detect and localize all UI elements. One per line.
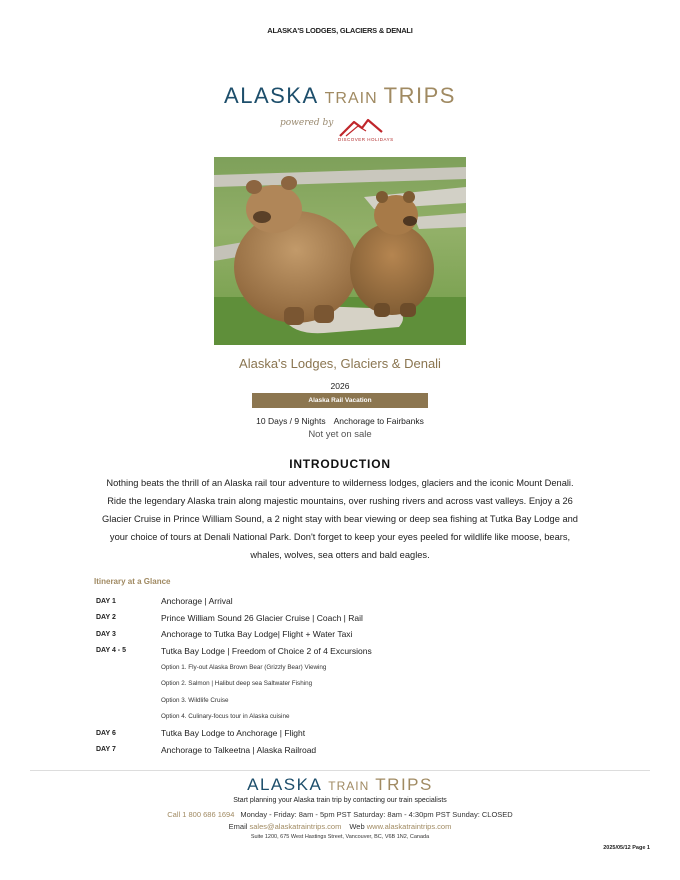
itinerary-day: DAY 4 - 5 [96,647,126,655]
trip-title: Alaska's Lodges, Glaciers & Denali [239,356,441,371]
partner-brand-text: DISCOVER HOLIDAYS [338,137,394,142]
itinerary-desc: Anchorage to Talkeetna | Alaska Railroad [161,744,317,755]
itinerary-row [96,626,596,643]
itinerary-option [96,709,596,726]
footer-divider [30,770,650,771]
itinerary-day: DAY 6 [96,729,116,737]
trip-duration: 10 Days / 9 Nights [256,416,326,426]
brand-word-trips: TRIPS [383,83,456,108]
itinerary-desc: Anchorage to Tutka Bay Lodge| Flight + Water Taxi [161,629,353,640]
itinerary-heading: Itinerary at a Glance [94,577,171,586]
itinerary-option-desc: Option 3. Wildlife Cruise [161,696,229,704]
itinerary-desc: Tutka Bay Lodge to Anchorage | Flight [161,728,306,739]
email-label: Email [228,822,248,831]
document-header: ALASKA'S LODGES, GLACIERS & DENALI [267,26,413,35]
itinerary-option-desc: Option 2. Salmon | Halibut deep sea Saltwater Fishing [161,680,313,688]
footer-email-web [0,822,680,831]
brand-word-alaska: ALASKA [224,83,319,108]
footer-brand-word-train: TRAIN [328,779,370,793]
office-hours: Monday - Friday: 8am - 5pm PST Saturday: 8am - 4:30pm PST Sunday: CLOSED [240,810,513,819]
footer-brand-word-alaska: ALASKA [247,775,323,794]
itinerary-option-desc: Option 1. Fly-out Alaska Brown Bear (Grizzly Bear) Viewing [161,663,327,671]
footer-cta: Start planning your Alaska train trip by contacting our train specialists [233,797,447,804]
bears-photo [214,157,466,345]
intro-body: Nothing beats the thrill of an Alaska rail tour adventure to wilderness lodges, glaciers and the iconic Mount Denali. Ride the legendary Alaska train along majestic mountains, over rushing rivers and across vast valleys. Enjoy a 26 Glacier Cruise in Prince William Sound, a 2 night stay with bear viewing or deep sea fishing at Tutka Bay Lodge and your choice of tours at Denali National Park. Don't forget to keep your eyes peeled for wildlife like moose, bears, whales, wolves, sea otters and bald eagles. [102,478,578,560]
mountain-icon [336,116,396,138]
footer-address: Suite 1200, 675 West Hastings Street, Vancouver, BC, V6B 1N2, Canada [250,834,430,840]
web-label: Web [349,822,365,831]
itinerary-option [96,659,596,676]
itinerary-option [96,692,596,709]
phone-link[interactable]: Call 1 800 686 1694 [167,810,235,819]
itinerary-day: DAY 3 [96,630,116,638]
sale-status: Not yet on sale [308,429,372,440]
footer-brand-word-trips: TRIPS [375,775,433,794]
itinerary-row [96,742,596,759]
itinerary-row [96,725,596,742]
itinerary-day: DAY 1 [96,597,116,605]
intro-heading: INTRODUCTION [289,457,391,471]
itinerary-desc: Tutka Bay Lodge | Freedom of Choice 2 of 4 Excursions [161,645,372,656]
brand-word-train: TRAIN [324,90,378,107]
itinerary-day: DAY 2 [96,614,116,622]
itinerary-row [96,593,596,610]
powered-by-text: powered by [280,118,334,128]
email-link[interactable]: sales@alaskatraintrips.com [249,822,342,831]
itinerary-option [96,676,596,693]
itinerary-row [96,643,596,660]
trip-duration-route [0,416,680,426]
trip-route: Anchorage to Fairbanks [333,416,424,426]
itinerary-list [96,593,596,758]
itinerary-row [96,610,596,627]
itinerary-option-desc: Option 4. Culinary-focus tour in Alaska cuisine [161,713,290,721]
powered-by-logo [280,116,410,144]
brand-logo [0,83,680,109]
footer-contact [0,810,680,819]
footer-brand-logo [0,775,680,795]
trip-year: 2026 [330,381,350,391]
page-meta: 2025/05/12 Page 1 [603,845,650,851]
itinerary-day: DAY 7 [96,746,116,754]
itinerary-desc: Anchorage | Arrival [161,596,233,607]
web-link[interactable]: www.alaskatraintrips.com [366,822,452,831]
trip-category-band: Alaska Rail Vacation [252,393,428,408]
itinerary-desc: Prince William Sound 26 Glacier Cruise | Coach | Rail [161,612,363,623]
